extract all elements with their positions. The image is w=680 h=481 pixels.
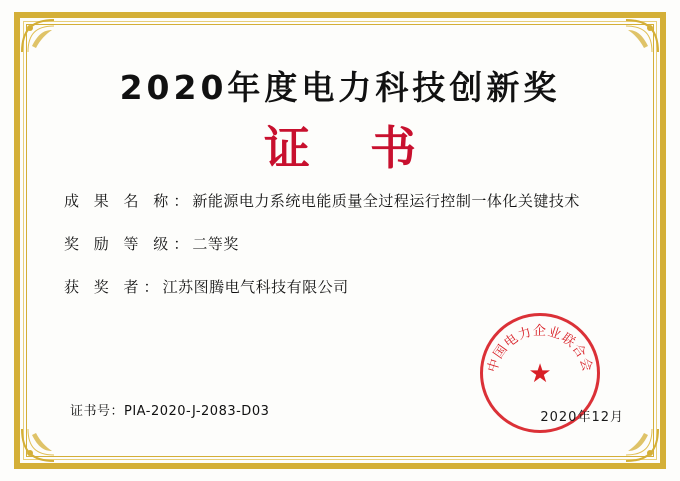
seal-arc-label: 中国电力企业联合会	[485, 324, 595, 375]
field-value: 新能源电力系统电能质量全过程运行控制一体化关键技术	[192, 192, 580, 210]
field-award-level	[64, 233, 624, 254]
field-label: 奖 励 等 级	[64, 235, 174, 253]
field-achievement-name	[64, 190, 624, 211]
field-value: 江苏图腾电气科技有限公司	[162, 278, 349, 296]
field-label: 成 果 名 称	[64, 192, 174, 210]
field-colon: ：	[173, 235, 189, 253]
certificate-number: 证书号：PIA-2020-J-2083-D03	[70, 404, 270, 419]
issue-date: 2020年12月	[540, 410, 624, 425]
field-label: 获 奖 者	[64, 278, 144, 296]
field-awardee	[64, 276, 624, 297]
certificate-fields	[64, 190, 624, 319]
certificate-title: 2020年度电力科技创新奖	[119, 68, 561, 107]
field-value: 二等奖	[192, 235, 239, 253]
star-icon: ★	[528, 358, 552, 388]
field-colon: ：	[143, 278, 159, 296]
certificate-subtitle: 证 书	[263, 121, 438, 175]
field-colon: ：	[173, 192, 189, 210]
